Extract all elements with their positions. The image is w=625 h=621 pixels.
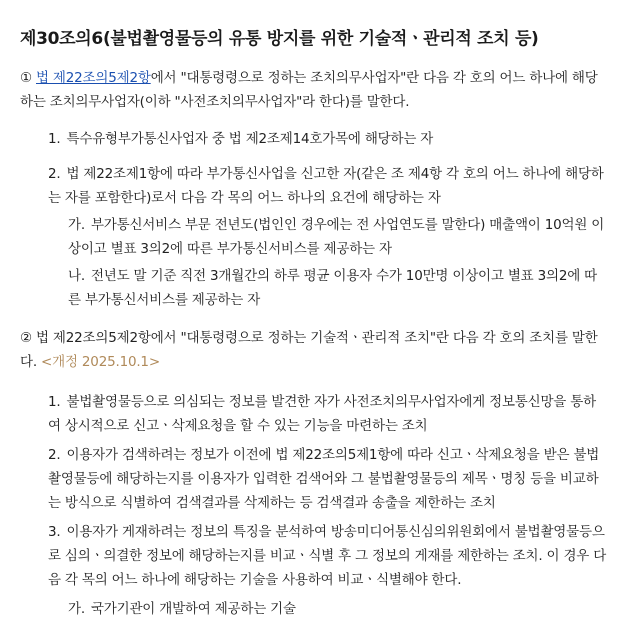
paragraph-2-item-2 — [48, 443, 608, 515]
subitem-text: 국가기관이 개발하여 제공하는 기술 — [90, 601, 296, 617]
subitem-number: 나. — [68, 268, 85, 284]
paragraph-2-subitem-ga — [68, 597, 608, 621]
paragraph-1 — [20, 66, 610, 114]
paragraph-2-text: 법 제22조의5제2항에서 "대통령령으로 정하는 기술적ㆍ관리적 조치"란 다음 각 호의 조치를 말한다. — [20, 330, 598, 370]
subitem-text: 부가통신서비스 부문 전년도(법인인 경우에는 전 사업연도를 말한다) 매출액이 10억원 이상이고 별표 3의2에 따른 부가통신서비스를 제공하는 자 — [68, 217, 605, 257]
article-title: 제30조의6(불법촬영물등의 유통 방지를 위한 기술적ㆍ관리적 조치 등) — [20, 29, 539, 49]
amendment-note: <개정 2025.10.1> — [41, 354, 160, 370]
item-number: 2. — [48, 166, 61, 182]
subitem-text: 전년도 말 기준 직전 3개월간의 하루 평균 이용자 수가 10만명 이상이고 별표 3의2에 따른 부가통신서비스를 제공하는 자 — [68, 268, 597, 308]
item-text: 불법촬영물등으로 의심되는 정보를 발견한 자가 사전조치의무사업자에게 정보통신망을 통하여 상시적으로 신고ㆍ삭제요청을 할 수 있는 기능을 마련하는 조치 — [48, 394, 596, 434]
item-text: 특수유형부가통신사업자 중 법 제2조제14호가목에 해당하는 자 — [66, 131, 434, 147]
paragraph-2-item-1 — [48, 390, 608, 438]
item-text: 이용자가 게재하려는 정보의 특징을 분석하여 방송미디어통신심의위원회에서 불법촬영물등으로 심의ㆍ의결한 정보에 해당하는지를 비교ㆍ식별 후 그 정보의 게재를 제한하는 조치. 이 경우 다음 각 목의 어느 하나에 해당하는 기술을 사용하여 비교ㆍ식별해야 한다. — [48, 524, 607, 588]
paragraph-1-subitem-ga — [68, 213, 608, 261]
paragraph-2-marker: ② — [20, 330, 32, 346]
paragraph-2 — [20, 326, 610, 374]
paragraph-1-item-1 — [48, 127, 608, 151]
paragraph-2-item-3 — [48, 520, 608, 592]
law-reference-link[interactable]: 법 제22조의5제2항 — [36, 70, 151, 86]
item-text: 법 제22조제1항에 따라 부가통신사업을 신고한 자(같은 조 제4항 각 호의 어느 하나에 해당하는 자를 포함한다)로서 다음 각 목의 어느 하나의 요건에 해당하는 자 — [48, 166, 604, 206]
paragraph-1-subitem-na — [68, 264, 608, 312]
item-number: 3. — [48, 524, 61, 540]
item-number: 1. — [48, 394, 61, 410]
item-number: 1. — [48, 131, 61, 147]
item-number: 2. — [48, 447, 61, 463]
paragraph-1-item-2 — [48, 162, 608, 210]
subitem-number: 가. — [68, 601, 85, 617]
paragraph-1-marker: ① — [20, 70, 32, 86]
subitem-number: 가. — [68, 217, 85, 233]
item-text: 이용자가 검색하려는 정보가 이전에 법 제22조의5제1항에 따라 신고ㆍ삭제요청을 받은 불법촬영물등에 해당하는지를 이용자가 입력한 검색어와 그 불법촬영물등의 제목ㆍ명칭 등을 비교하는 방식으로 식별하여 검색결과를 삭제하는 등 검색결과 송출을 제한하는 조치 — [48, 447, 600, 511]
paragraph-1-text: 에서 "대통령령으로 정하는 조치의무사업자"란 다음 각 호의 어느 하나에 해당하는 조치의무사업자(이하 "사전조치의무사업자"라 한다)를 말한다. — [20, 70, 598, 110]
